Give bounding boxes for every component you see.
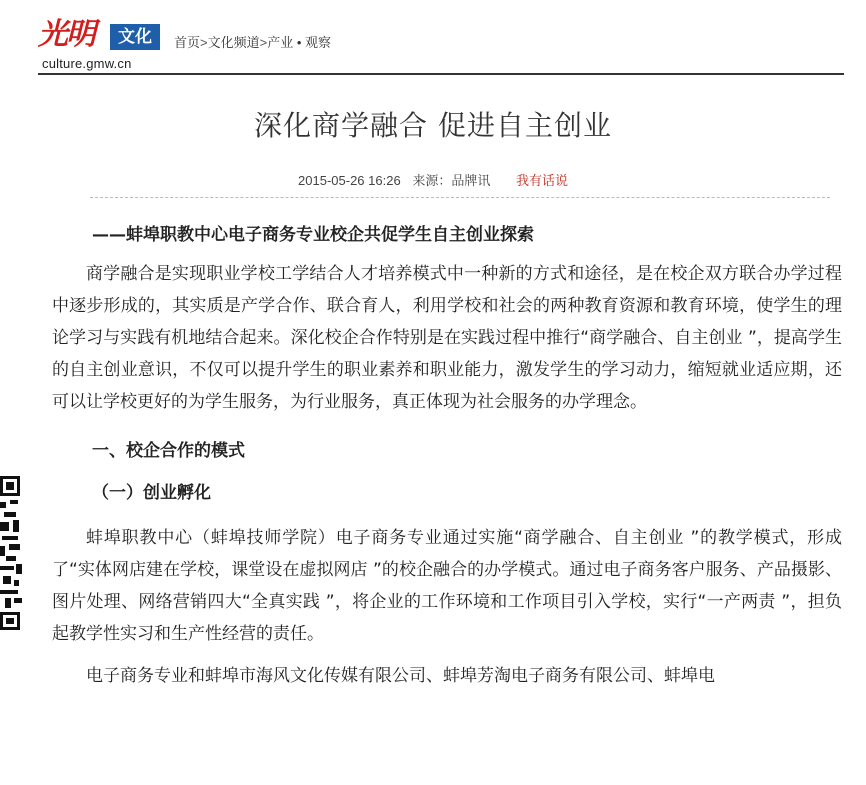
chevron-right-icon: > xyxy=(200,35,208,50)
breadcrumb-home-link[interactable]: 首页 xyxy=(174,35,201,50)
chevron-right-icon: > xyxy=(259,35,268,50)
publish-time: 2015-05-26 16:26 xyxy=(298,173,401,188)
breadcrumb-industry-link[interactable]: 产业 • 观察 xyxy=(267,35,331,50)
article-subtitle: ——蚌埠职教中心电子商务专业校企共促学生自主创业探索 xyxy=(92,225,534,245)
body-paragraph: 电子商务专业和蚌埠市海风文化传媒有限公司、蚌埠芳淘电子商务有限公司、蚌埠电 xyxy=(86,666,715,686)
meta-divider xyxy=(90,197,830,198)
breadcrumb-culture-link[interactable]: 文化频道 xyxy=(207,35,260,50)
section-heading: 一、校企合作的模式 xyxy=(92,441,245,461)
site-logo[interactable] xyxy=(38,14,162,70)
subsection-heading: （一）创业孵化 xyxy=(92,483,211,503)
logo-script: 光明 xyxy=(38,17,94,52)
header-divider xyxy=(38,73,844,75)
body-paragraph: 蚌埠职教中心（蚌埠技师学院）电子商务专业通过实施“商学融合、自主创业 ”的教学模式，形成了“实体网店建在学校，课堂设在虚拟网店 ”的校企融合的办学模式。通过电子商务客户服务、产品摄影、图片处理、网络营销四大“全真实践 ”，将企业的工作环境和工作项目引入学校，实行“一产两责 ”，担负起教学性实习和生产性经营的责任。 xyxy=(52,528,842,644)
logo-channel-badge: 文化 xyxy=(110,24,160,50)
article-meta xyxy=(0,170,866,189)
comment-link[interactable]: 我有话说 xyxy=(515,173,568,188)
qr-code-icon[interactable] xyxy=(0,474,24,632)
article-body xyxy=(52,220,842,692)
article-source: 来源：品牌讯 xyxy=(412,173,491,188)
article-title: 深化商学融合 促进自主创业 xyxy=(254,109,612,142)
breadcrumb xyxy=(174,32,331,51)
logo-url: culture.gmw.cn xyxy=(42,56,132,71)
intro-paragraph: 商学融合是实现职业学校工学结合人才培养模式中一种新的方式和途径，是在校企双方联合办学过程中逐步形成的，其实质是产学合作、联合育人，利用学校和社会的两种教育资源和教育环境，使学生的理论学习与实践有机地结合起来。深化校企合作特别是在实践过程中推行“商学融合、自主创业 ”，提高学生的自主创业意识，不仅可以提升学生的职业素养和职业能力，激发学生的学习动力，缩短就业适应期，还可以让学校更好的为学生服务，为行业服务，真正体现为社会服务的办学理念。 xyxy=(52,264,842,412)
